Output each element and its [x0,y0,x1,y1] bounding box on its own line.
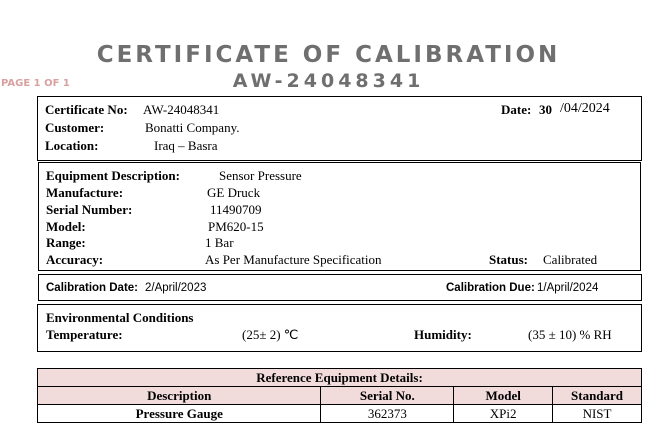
calibration-date-value: 2/April/2023 [145,282,207,294]
manufacture-label: Manufacture: [46,185,124,200]
cert-no-label: Certificate No: [45,102,128,117]
column-header-serial: Serial No. [321,387,454,405]
reference-caption: Reference Equipment Details: [38,369,642,387]
humidity-value: (35 ± 10) % RH [528,327,612,342]
location-value: Iraq – Basra [154,138,218,153]
cell-description: Pressure Gauge [38,405,321,423]
status-value: Calibrated [543,252,598,267]
calibration-dates-box [38,274,642,301]
calibration-due-label: Calibration Due: [446,282,535,294]
serial-number-value: 11490709 [210,202,262,217]
cell-serial: 362373 [321,405,454,423]
date-rest: /04/2024 [560,101,610,116]
humidity-label: Humidity: [414,327,472,342]
model-label: Model: [46,219,86,234]
environment-box [37,304,642,352]
reference-header-row [38,387,642,405]
certificate-title: CERTIFICATE OF CALIBRATION [96,42,561,68]
certificate-info-box [37,96,642,161]
customer-value: Bonatti Company. [145,120,240,135]
date-label: Date: [501,102,532,117]
cell-model: XPi2 [454,405,553,423]
certificate-code-heading: AW-24048341 [232,70,425,92]
calibration-due-value: 1/April/2024 [537,282,599,294]
environment-heading: Environmental Conditions [46,310,194,325]
accuracy-value: As Per Manufacture Specification [205,252,382,267]
range-value: 1 Bar [205,235,234,250]
customer-label: Customer: [45,120,105,135]
accuracy-label: Accuracy: [46,252,104,267]
serial-number-label: Serial Number: [46,202,133,217]
reference-caption-row [38,369,642,387]
date-day: 30 [539,102,552,117]
calibration-date-label: Calibration Date: [46,282,139,294]
status-label: Status: [489,252,529,267]
table-row [38,405,642,423]
equipment-description-label: Equipment Description: [46,168,180,183]
reference-equipment-table [37,368,642,423]
column-header-model: Model [454,387,553,405]
model-value: PM620-15 [208,219,264,234]
cell-standard: NIST [553,405,642,423]
column-header-description: Description [38,387,321,405]
column-header-standard: Standard [553,387,642,405]
page-label: PAGE 1 OF 1 [1,78,70,89]
equipment-box [38,162,641,271]
location-label: Location: [45,138,99,153]
manufacture-value: GE Druck [207,185,261,200]
range-label: Range: [46,235,86,250]
temperature-label: Temperature: [46,327,123,342]
cert-no-value: AW-24048341 [143,102,220,117]
temperature-value: (25± 2) ℃ [242,327,299,342]
equipment-description-value: Sensor Pressure [219,168,302,183]
